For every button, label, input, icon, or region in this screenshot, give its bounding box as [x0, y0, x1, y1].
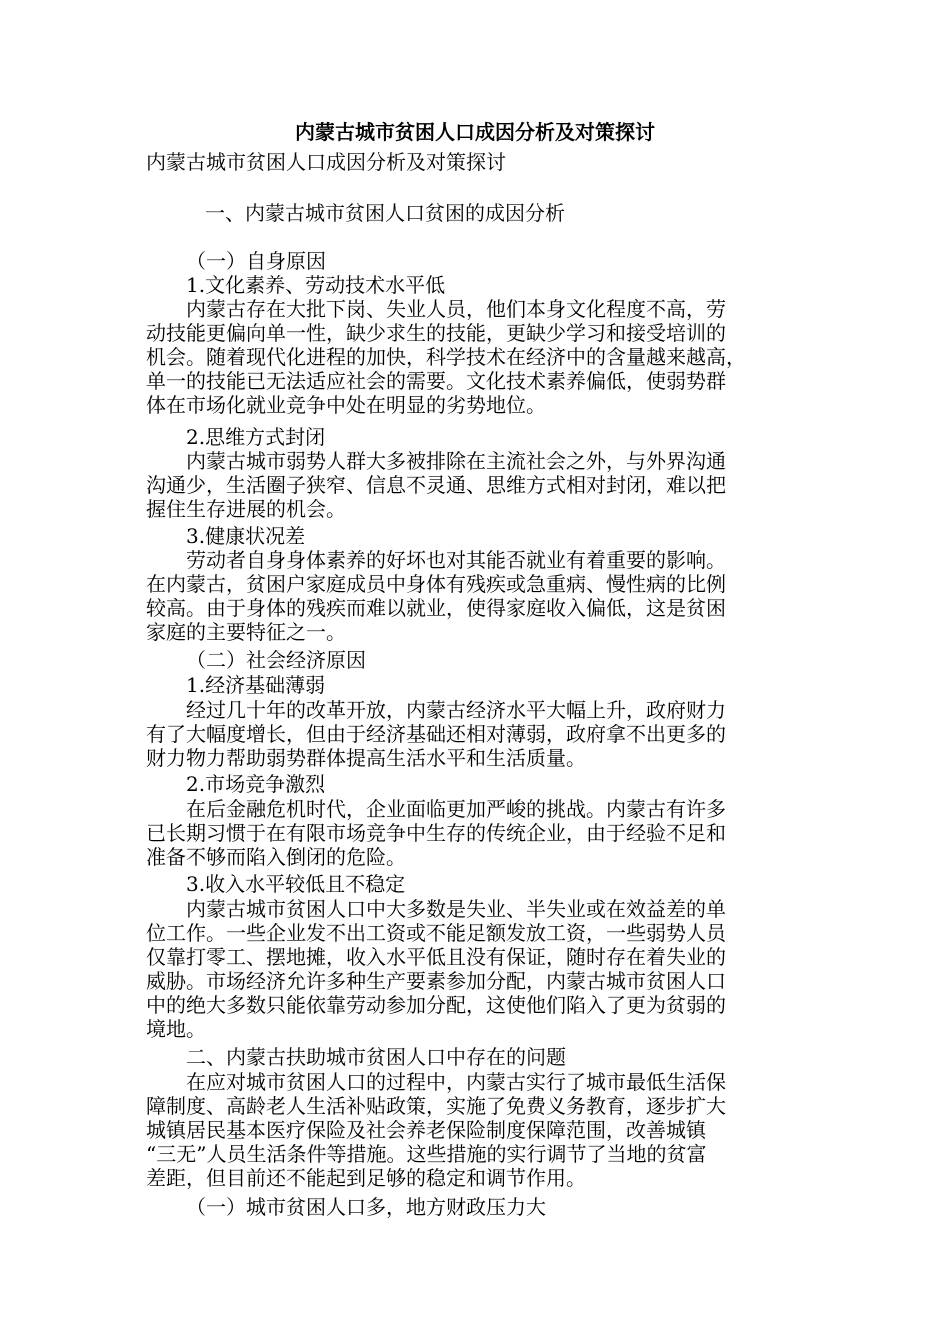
paragraph-line: 有了大幅度增长，但由于经济基础还相对薄弱，政府拿不出更多的 — [146, 722, 726, 746]
paragraph-line: 财力物力帮助弱势群体提高生活水平和生活质量。 — [146, 746, 586, 770]
paragraph-line: 内蒙古存在大批下岗、失业人员，他们本身文化程度不高，劳 — [186, 297, 726, 321]
paragraph-line: 境地。 — [146, 1017, 206, 1041]
section-heading: 二、内蒙古扶助城市贫困人口中存在的问题 — [186, 1045, 566, 1069]
paragraph-line: 经过几十年的改革开放，内蒙古经济水平大幅上升，政府财力 — [186, 698, 726, 722]
paragraph-line: 中的绝大多数只能依靠劳动参加分配，这使他们陷入了更为贫弱的 — [146, 993, 726, 1017]
item-heading: 1.经济基础薄弱 — [186, 673, 326, 697]
document-subtitle: 内蒙古城市贫困人口成因分析及对策探讨 — [146, 150, 506, 174]
paragraph-line: 仅靠打零工、摆地摊，收入水平低且没有保证，随时存在着失业的 — [146, 945, 726, 969]
paragraph-line: 内蒙古城市贫困人口中大多数是失业、半失业或在效益差的单 — [186, 897, 726, 921]
paragraph-line: 机会。随着现代化进程的加快，科学技术在经济中的含量越来越高， — [146, 345, 746, 369]
paragraph-line: 单一的技能已无法适应社会的需要。文化技术素养偏低，使弱势群 — [146, 369, 726, 393]
paragraph-line: 位工作。一些企业发不出工资或不能足额发放工资，一些弱势人员 — [146, 921, 726, 945]
paragraph-line: 握住生存进展的机会。 — [146, 497, 346, 521]
paragraph-line: 体在市场化就业竞争中处在明显的劣势地位。 — [146, 393, 546, 417]
subsection-heading: （二）社会经济原因 — [186, 648, 366, 672]
subsection-heading: （一）城市贫困人口多，地方财政压力大 — [186, 1195, 546, 1219]
item-heading: 2.市场竞争激烈 — [186, 772, 326, 796]
paragraph-line: 准备不够而陷入倒闭的危险。 — [146, 845, 406, 869]
paragraph-line: 动技能更偏向单一性，缺少求生的技能，更缺少学习和接受培训的 — [146, 321, 726, 345]
section-heading: 一、内蒙古城市贫困人口贫困的成因分析 — [205, 201, 565, 225]
paragraph-line: 威胁。市场经济允许多种生产要素参加分配，内蒙古城市贫困人口 — [146, 969, 726, 993]
paragraph-line: 障制度、高龄老人生活补贴政策，实施了免费义务教育，逐步扩大 — [146, 1094, 726, 1118]
paragraph-line: 在应对城市贫困人口的过程中，内蒙古实行了城市最低生活保 — [186, 1070, 726, 1094]
paragraph-line: 城镇居民基本医疗保险及社会养老保险制度保障范围，改善城镇 — [146, 1118, 706, 1142]
item-heading: 3.收入水平较低且不稳定 — [186, 872, 406, 896]
paragraph-line: 沟通少，生活圈子狭窄、信息不灵通、思维方式相对封闭，难以把 — [146, 473, 726, 497]
paragraph-line: 较高。由于身体的残疾而难以就业，使得家庭收入偏低，这是贫困 — [146, 596, 726, 620]
paragraph-line: 内蒙古城市弱势人群大多被排除在主流社会之外，与外界沟通 — [186, 449, 726, 473]
item-heading: 1.文化素养、劳动技术水平低 — [186, 273, 446, 297]
paragraph-line: 劳动者自身身体素养的好坏也对其能否就业有着重要的影响。 — [186, 548, 726, 572]
paragraph-line: 已长期习惯于在有限市场竞争中生存的传统企业，由于经验不足和 — [146, 821, 726, 845]
paragraph-line: 差距，但目前还不能起到足够的稳定和调节作用。 — [146, 1166, 586, 1190]
paragraph-line: 在内蒙古，贫困户家庭成员中身体有残疾或急重病、慢性病的比例 — [146, 572, 726, 596]
subsection-heading: （一）自身原因 — [186, 249, 326, 273]
paragraph-line: 在后金融危机时代，企业面临更加严峻的挑战。内蒙古有许多 — [186, 797, 726, 821]
item-heading: 3.健康状况差 — [186, 524, 306, 548]
item-heading: 2.思维方式封闭 — [186, 425, 326, 449]
document-title: 内蒙古城市贫困人口成因分析及对策探讨 — [295, 120, 655, 144]
paragraph-line: “三无”人员生活条件等措施。这些措施的实行调节了当地的贫富 — [146, 1142, 707, 1166]
paragraph-line: 家庭的主要特征之一。 — [146, 620, 346, 644]
